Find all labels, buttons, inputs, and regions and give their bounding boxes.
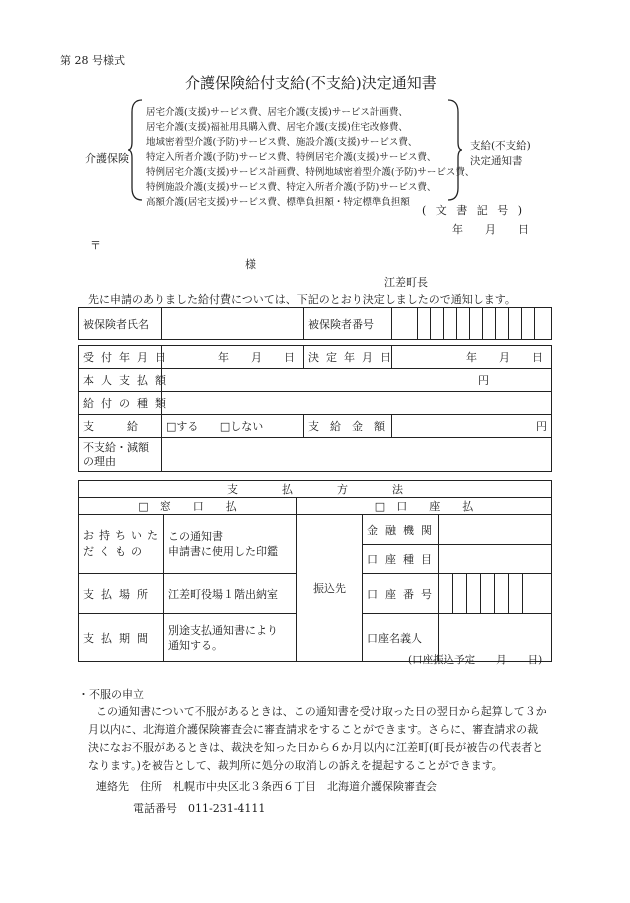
- place-label: 支払場所: [79, 574, 164, 614]
- yen-unit: 円: [536, 420, 547, 433]
- amount-label: 支 給 金 額: [304, 415, 392, 438]
- contact-address: 連絡先 住所 札幌市中央区北３条西６丁目 北海道介護保険審査会: [96, 780, 437, 793]
- sender: 江差町長: [384, 276, 428, 289]
- insured-number-digit[interactable]: [444, 308, 457, 340]
- reason-label: 不支給・減額 の理由: [79, 438, 162, 472]
- insured-number-digit[interactable]: [483, 308, 496, 340]
- account-holder-label: 口座名義人: [363, 614, 439, 662]
- left-label: 介護保険: [85, 152, 129, 165]
- form-number: 第 28 号様式: [60, 54, 125, 67]
- insured-number-digit[interactable]: [522, 308, 535, 340]
- insured-number-digit[interactable]: [431, 308, 444, 340]
- account-number-digit[interactable]: [523, 574, 552, 614]
- receipt-date-label: 受付年月日: [79, 346, 162, 369]
- period-label: 支払期間: [79, 614, 164, 662]
- service-list: [146, 107, 474, 208]
- appeal-line: 決になお不服があるときは、裁決を知った日から６か月以内に江差町(町長が被告の代表者と: [88, 741, 544, 754]
- benefit-type-value[interactable]: [162, 392, 552, 415]
- right-label-1: 支給(不支給): [470, 140, 531, 152]
- intro-text: 先に申請のありました給付費については、下記のとおり決定しましたので通知します。: [88, 293, 516, 306]
- page-title: 介護保険給付支給(不支給)決定通知書: [185, 74, 437, 92]
- reason-value[interactable]: [162, 438, 552, 472]
- decision-table: [78, 345, 552, 472]
- yen-unit: 円: [478, 374, 489, 387]
- account-type-label: 口座種目: [363, 545, 439, 574]
- account-type-field[interactable]: [439, 545, 552, 574]
- service-line: 高額介護(居宅支援)サービス費、標準負担額・特定標準負担額: [146, 197, 410, 208]
- insured-number-digit[interactable]: [470, 308, 483, 340]
- counter-pay-option[interactable]: □ 窓 口 払: [79, 498, 297, 515]
- service-line: 特例居宅介護(支援)サービス計画費、特例地域密着型介護(予防)サービス費、: [146, 167, 475, 178]
- honorific: 様: [245, 258, 256, 271]
- contact-phone: 電話番号 011-231-4111: [133, 802, 266, 815]
- method-header: 支 払 方 法: [79, 481, 552, 498]
- right-label-2: 決定通知書: [470, 155, 523, 167]
- insured-number-digit[interactable]: [392, 308, 418, 340]
- postal-mark: 〒: [90, 239, 101, 252]
- payment-options: [162, 415, 304, 438]
- appeal-line: なります。)を被告として、裁判所に処分の取消しの訴えを提起することができます。: [88, 759, 503, 772]
- appeal-heading: ・不服の申立: [78, 688, 144, 701]
- insured-number-digit[interactable]: [496, 308, 509, 340]
- insured-name-label: 被保険者氏名: [79, 308, 162, 340]
- account-pay-option[interactable]: □ 口 座 払: [297, 498, 552, 515]
- account-number-label: 口座番号: [363, 574, 439, 614]
- transfer-note: (口座振込予定 月 日): [408, 654, 543, 666]
- period-value: 別途支払通知書により 通知する。: [164, 614, 297, 662]
- account-number-digit[interactable]: [467, 574, 481, 614]
- account-number-digit[interactable]: [495, 574, 509, 614]
- decision-date-label: 決定年月日: [304, 346, 392, 369]
- right-brace: [446, 98, 462, 202]
- payment-yes-checkbox[interactable]: □する: [166, 420, 199, 433]
- receipt-date-value[interactable]: 年 月 日: [162, 346, 304, 369]
- insured-number-digit[interactable]: [457, 308, 470, 340]
- service-line: 居宅介護(支援)サービス費、居宅介護(支援)サービス計画費、: [146, 107, 408, 118]
- service-line: 居宅介護(支援)福祉用具購入費、居宅介護(支援)住宅改修費、: [146, 122, 408, 133]
- insured-name-field[interactable]: [162, 308, 304, 340]
- insured-number-digit[interactable]: [535, 308, 552, 340]
- payment-no-checkbox[interactable]: □しない: [219, 420, 264, 433]
- service-line: 地域密着型介護(予防)サービス費、施設介護(支援)サービス費、: [146, 137, 418, 148]
- account-number-digit[interactable]: [509, 574, 523, 614]
- document-number: ( 文 書 記 号 ): [422, 204, 523, 217]
- service-line: 特例施設介護(支援)サービス費、特定入所者介護(予防)サービス費、: [146, 182, 437, 193]
- appeal-line: この通知書について不服があるときは、この通知書を受け取った日の翌日から起算して３か: [96, 705, 547, 718]
- bring-items-value: この通知書 申請書に使用した印鑑: [164, 515, 297, 574]
- service-line: 特定入所者介護(予防)サービス費、特例居宅介護(支援)サービス費、: [146, 152, 437, 163]
- account-number-digit[interactable]: [453, 574, 467, 614]
- left-brace: [128, 98, 144, 202]
- payment-method-table: [78, 480, 552, 662]
- insured-table: [78, 307, 552, 340]
- issue-date: 年 月 日: [452, 223, 529, 236]
- bank-field[interactable]: [439, 515, 552, 545]
- amount-value[interactable]: [392, 415, 552, 438]
- bring-items-label: お持ちいた だくもの: [79, 515, 164, 574]
- insured-number-label: 被保険者番号: [304, 308, 392, 340]
- decision-date-value[interactable]: 年 月 日: [392, 346, 552, 369]
- account-number-digit[interactable]: [439, 574, 453, 614]
- self-pay-label: 本人支払額: [79, 369, 162, 392]
- payment-label: 支 給: [79, 415, 162, 438]
- place-value: 江差町役場１階出納室: [164, 574, 297, 614]
- appeal-line: 月以内に、北海道介護保険審査会に審査請求をすることができます。さらに、審査請求の裁: [88, 723, 539, 736]
- insured-number-digit[interactable]: [509, 308, 522, 340]
- insured-number-digit[interactable]: [418, 308, 431, 340]
- bank-label: 金融機関: [363, 515, 439, 545]
- self-pay-value[interactable]: [162, 369, 552, 392]
- benefit-type-label: 給付の種類: [79, 392, 162, 415]
- account-number-digit[interactable]: [481, 574, 495, 614]
- transfer-label: 振込先: [297, 515, 363, 662]
